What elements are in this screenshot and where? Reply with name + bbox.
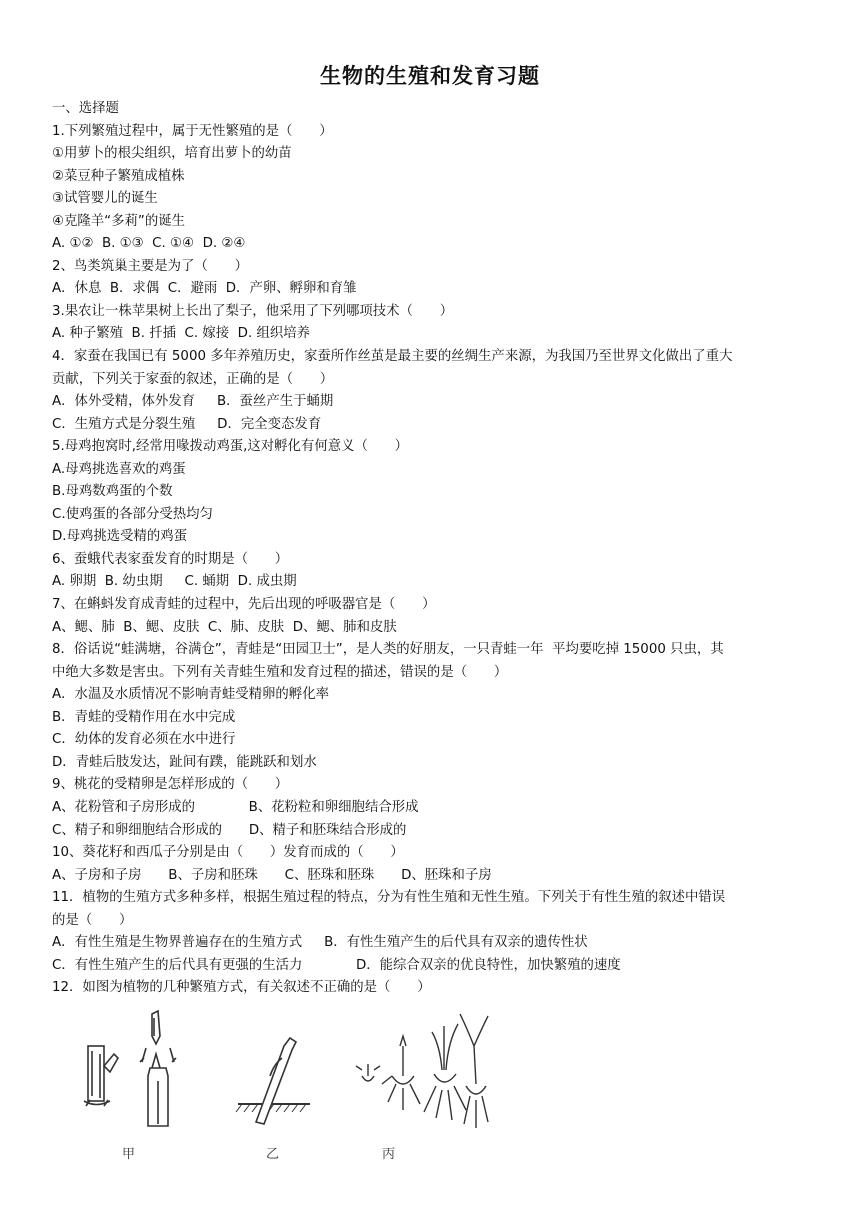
grafting-illustration xyxy=(84,1011,176,1126)
question-line: A. 种子繁殖 B. 扦插 C. 嫁接 D. 组织培养 xyxy=(52,326,311,342)
seedling-illustration xyxy=(356,1014,488,1128)
question-line: 贡献，下列关于家蚕的叙述，正确的是（ ） xyxy=(52,371,334,387)
question-line: 中绝大多数是害虫。下列有关青蛙生殖和发育过程的描述，错误的是（ ） xyxy=(52,664,508,680)
question-line: C．幼体的发育必须在水中进行 xyxy=(52,732,236,748)
question-line: 11．植物的生殖方式多种多样，根据生殖过程的特点，分为有性生殖和无性生殖。下列关于有性生殖的叙述中错误 xyxy=(52,890,726,906)
question-line: A.母鸡挑选喜欢的鸡蛋 xyxy=(52,461,186,477)
question-line: C、精子和卵细胞结合形成的 D、精子和胚珠结合形成的 xyxy=(52,822,407,838)
question-line: A、花粉管和子房形成的 B、花粉粒和卵细胞结合形成 xyxy=(52,799,419,815)
question-line: 一、选择题 xyxy=(52,101,119,116)
question-line: A、鳃、肺 B、鳃、皮肤 C、肺、皮肤 D、鳃、肺和皮肤 xyxy=(52,619,397,635)
question-line: D．青蛙后肢发达，趾间有蹼，能跳跃和划水 xyxy=(52,754,317,770)
question-line: 8．俗话说“蛙满塘，谷满仓”，青蛙是“田园卫士”，是人类的好朋友，一只青蛙一年 平均要吃掉 15000 只虫，其 xyxy=(52,642,724,658)
question-line: ④克隆羊“多莉”的诞生 xyxy=(52,213,186,229)
question-line: A．休息 B．求偶 C．避雨 D．产卵、孵卵和育雏 xyxy=(52,281,357,297)
question-line: A. 卵期 B. 幼虫期 C. 蛹期 D. 成虫期 xyxy=(52,574,297,590)
question-line: A．水温及水质情况不影响青蛙受精卵的孵化率 xyxy=(52,687,329,703)
question-line: 9、桃花的受精卵是怎样形成的（ ） xyxy=(52,777,289,793)
cutting-illustration xyxy=(236,1038,310,1124)
question-line: A. ①② B. ①③ C. ①④ D. ②④ xyxy=(52,236,246,252)
question-line: 4．家蚕在我国已有 5000 多年养殖历史，家蚕所作丝茧是最主要的丝绸生产来源，为我国乃至世界文化做出了重大 xyxy=(52,349,733,365)
question-line: D.母鸡挑选受精的鸡蛋 xyxy=(52,529,188,545)
question-line: 1.下列繁殖过程中，属于无性繁殖的是（ ） xyxy=(52,123,333,139)
question-line: 6、蚕蛾代表家蚕发育的时期是（ ） xyxy=(52,551,289,567)
question-line: 的是（ ） xyxy=(52,912,133,928)
figure-label-bing: 丙 xyxy=(382,1147,396,1162)
question-line: B．青蛙的受精作用在水中完成 xyxy=(52,709,236,725)
question-line: 10、葵花籽和西瓜子分别是由（ ）发育而成的（ ） xyxy=(52,845,404,861)
question-list xyxy=(52,98,812,1000)
question-line: 3.果农让一株苹果树上长出了梨子，他采用了下列哪项技术（ ） xyxy=(52,303,454,319)
propagation-figure xyxy=(70,1006,490,1166)
question-line: B.母鸡数鸡蛋的个数 xyxy=(52,484,173,500)
question-line: 7、在蝌蚪发育成青蛙的过程中，先后出现的呼吸器官是（ ） xyxy=(52,597,436,613)
figure-label-yi: 乙 xyxy=(266,1147,280,1162)
figure-label-jia: 甲 xyxy=(122,1147,136,1162)
question-line: 2、鸟类筑巢主要是为了（ ） xyxy=(52,258,248,274)
question-line: C．生殖方式是分裂生殖 D．完全变态发育 xyxy=(52,416,322,432)
question-line: ③试管婴儿的诞生 xyxy=(52,191,158,207)
question-line: 5.母鸡抱窝时,经常用喙拨动鸡蛋,这对孵化有何意义（ ） xyxy=(52,439,409,455)
question-line: 12．如图为植物的几种繁殖方式，有关叙述不正确的是（ ） xyxy=(52,980,431,996)
question-line: A．体外受精，体外发育 B．蚕丝产生于蛹期 xyxy=(52,394,334,410)
question-line: C．有性生殖产生的后代具有更强的生活力 D．能综合双亲的优良特性，加快繁殖的速度 xyxy=(52,957,621,973)
question-line: C.使鸡蛋的各部分受热均匀 xyxy=(52,506,213,522)
question-line: A．有性生殖是生物界普遍存在的生殖方式 B．有性生殖产生的后代具有双亲的遗传性状 xyxy=(52,935,588,951)
question-line: ①用萝卜的根尖组织，培育出萝卜的幼苗 xyxy=(52,146,292,162)
question-line: A、子房和子房 B、子房和胚珠 C、胚珠和胚珠 D、胚珠和子房 xyxy=(52,867,492,883)
question-line: ②菜豆种子繁殖成植株 xyxy=(52,168,185,184)
page-title: 生物的生殖和发育习题 xyxy=(320,64,540,88)
